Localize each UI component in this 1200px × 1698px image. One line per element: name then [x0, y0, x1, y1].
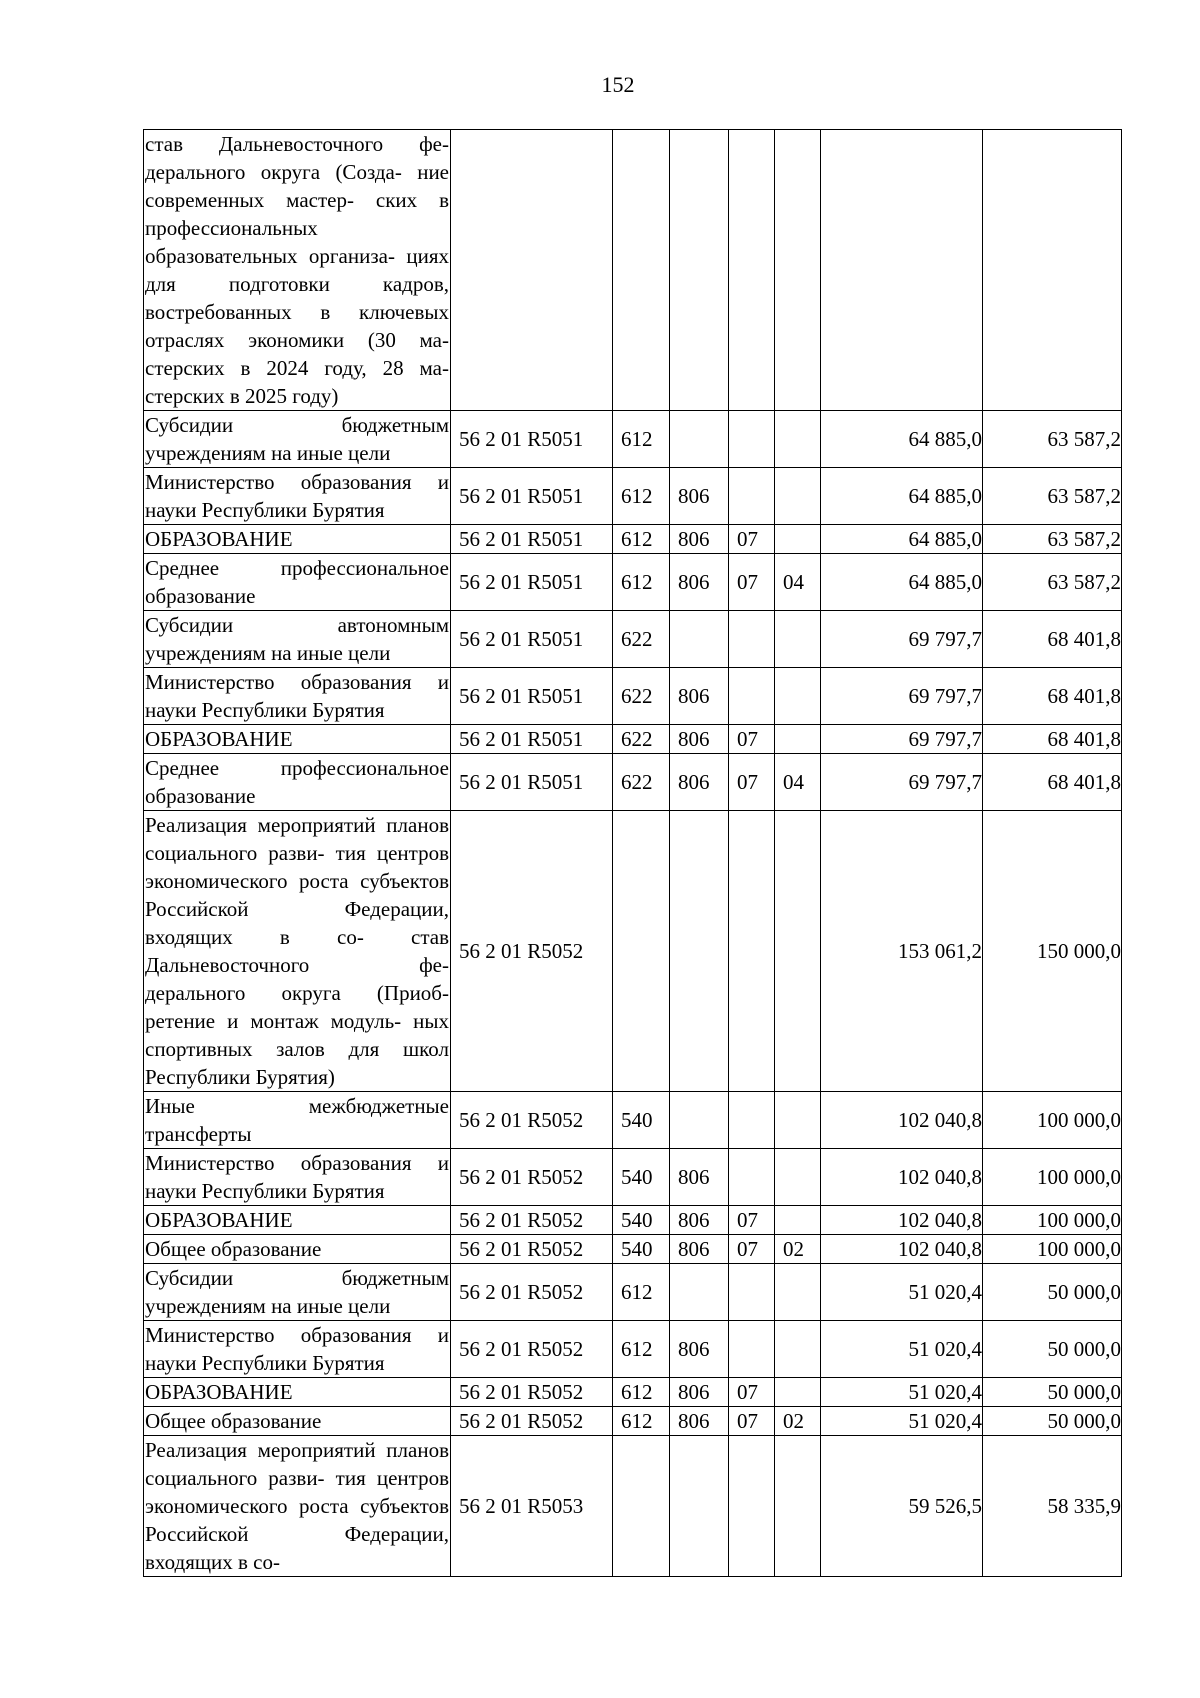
section-code: 07: [737, 1380, 758, 1404]
section-code: 07: [737, 570, 758, 594]
amount-2025: 68 401,8: [1047, 627, 1121, 651]
section-code-cell: [729, 1149, 775, 1206]
amount-2025-cell: [983, 1235, 1122, 1264]
subsection-code-cell: [775, 668, 821, 725]
expense-type-code: 612: [621, 484, 653, 508]
amount-2024: 69 797,7: [908, 727, 982, 751]
row-name-cell: [144, 754, 451, 811]
table-row: [144, 1378, 1122, 1407]
table-row: [144, 1206, 1122, 1235]
amount-2025-cell: [983, 811, 1122, 1092]
amount-2024: 64 885,0: [908, 527, 982, 551]
target-article-code: 56 2 01 R5051: [459, 627, 584, 651]
amount-2025: 150 000,0: [1037, 939, 1121, 963]
ministry-code-cell: [670, 754, 729, 811]
target-article-code-cell: [451, 1092, 613, 1149]
ministry-code-cell: [670, 411, 729, 468]
section-code-cell: [729, 1407, 775, 1436]
subsection-code-cell: [775, 811, 821, 1092]
expense-type-code-cell: [613, 1321, 670, 1378]
expense-type-code-cell: [613, 1235, 670, 1264]
ministry-code-cell: [670, 668, 729, 725]
ministry-code-cell: [670, 1378, 729, 1407]
row-name: Среднее профессиональное образование: [145, 756, 449, 808]
row-name: Субсидии бюджетным учреждениям на иные цели: [145, 1266, 449, 1318]
section-code-cell: [729, 725, 775, 754]
table-row: [144, 1235, 1122, 1264]
amount-2025-cell: [983, 754, 1122, 811]
amount-2025-cell: [983, 1092, 1122, 1149]
page-number: 152: [601, 72, 635, 97]
expense-type-code-cell: [613, 725, 670, 754]
subsection-code-cell: [775, 1436, 821, 1577]
ministry-code-cell: [670, 1149, 729, 1206]
amount-2024: 51 020,4: [908, 1337, 982, 1361]
expense-type-code: 612: [621, 527, 653, 551]
amount-2024: 102 040,8: [898, 1108, 982, 1132]
target-article-code-cell: [451, 554, 613, 611]
target-article-code-cell: [451, 525, 613, 554]
expense-type-code-cell: [613, 1092, 670, 1149]
amount-2025-cell: [983, 1149, 1122, 1206]
table-row: [144, 525, 1122, 554]
row-name-cell: [144, 811, 451, 1092]
amount-2025-cell: [983, 1321, 1122, 1378]
section-code: 07: [737, 727, 758, 751]
table-row: [144, 554, 1122, 611]
table-row: [144, 468, 1122, 525]
subsection-code-cell: [775, 611, 821, 668]
subsection-code-cell: [775, 754, 821, 811]
section-code-cell: [729, 1321, 775, 1378]
table-row: [144, 1436, 1122, 1577]
amount-2024-cell: [821, 525, 983, 554]
target-article-code-cell: [451, 1407, 613, 1436]
row-name: Министерство образования и науки Республики Бурятия: [145, 670, 449, 722]
amount-2025-cell: [983, 1264, 1122, 1321]
table-row: [144, 130, 1122, 411]
ministry-code: 806: [678, 1380, 710, 1404]
expense-type-code: 622: [621, 627, 653, 651]
target-article-code: 56 2 01 R5052: [459, 939, 584, 963]
target-article-code: 56 2 01 R5052: [459, 1380, 584, 1404]
amount-2025-cell: [983, 411, 1122, 468]
subsection-code-cell: [775, 1235, 821, 1264]
ministry-code: 806: [678, 1208, 710, 1232]
ministry-code-cell: [670, 130, 729, 411]
target-article-code-cell: [451, 1235, 613, 1264]
expense-type-code-cell: [613, 130, 670, 411]
amount-2025-cell: [983, 1378, 1122, 1407]
ministry-code-cell: [670, 1235, 729, 1264]
ministry-code: 806: [678, 1165, 710, 1189]
expense-type-code-cell: [613, 1407, 670, 1436]
expense-type-code: 540: [621, 1237, 653, 1261]
expense-type-code: 612: [621, 570, 653, 594]
ministry-code-cell: [670, 611, 729, 668]
amount-2025-cell: [983, 725, 1122, 754]
subsection-code-cell: [775, 1407, 821, 1436]
section-code-cell: [729, 1092, 775, 1149]
subsection-code-cell: [775, 1092, 821, 1149]
row-name-cell: [144, 1378, 451, 1407]
expense-type-code-cell: [613, 525, 670, 554]
expense-type-code-cell: [613, 1378, 670, 1407]
section-code: 07: [737, 527, 758, 551]
target-article-code-cell: [451, 411, 613, 468]
target-article-code-cell: [451, 1321, 613, 1378]
row-name-cell: [144, 411, 451, 468]
ministry-code: 806: [678, 527, 710, 551]
amount-2025: 63 587,2: [1047, 570, 1121, 594]
expense-type-code-cell: [613, 1206, 670, 1235]
target-article-code: 56 2 01 R5052: [459, 1280, 584, 1304]
table-row: [144, 1321, 1122, 1378]
amount-2025-cell: [983, 1436, 1122, 1577]
subsection-code: 04: [783, 770, 804, 794]
row-name: Реализация мероприятий планов социального разви- тия центров экономического роста субъектов Российской Федерации, входящих в со- став Дальневосточного фе- дерального округа (Приоб- ретение и монтаж модуль- ных спортивных залов для школ Республики Бурятия): [145, 813, 449, 1089]
amount-2024-cell: [821, 1407, 983, 1436]
section-code-cell: [729, 130, 775, 411]
ministry-code-cell: [670, 811, 729, 1092]
expense-type-code-cell: [613, 1436, 670, 1577]
target-article-code-cell: [451, 1264, 613, 1321]
subsection-code-cell: [775, 130, 821, 411]
expense-type-code-cell: [613, 554, 670, 611]
ministry-code-cell: [670, 468, 729, 525]
row-name: Министерство образования и науки Республики Бурятия: [145, 1151, 449, 1203]
expense-type-code: 622: [621, 727, 653, 751]
amount-2024-cell: [821, 554, 983, 611]
ministry-code-cell: [670, 1264, 729, 1321]
section-code-cell: [729, 525, 775, 554]
section-code-cell: [729, 811, 775, 1092]
ministry-code-cell: [670, 525, 729, 554]
row-name: Министерство образования и науки Республики Бурятия: [145, 1323, 449, 1375]
section-code-cell: [729, 611, 775, 668]
table-row: [144, 611, 1122, 668]
row-name-cell: [144, 1264, 451, 1321]
target-article-code: 56 2 01 R5051: [459, 770, 584, 794]
target-article-code: 56 2 01 R5052: [459, 1108, 584, 1132]
row-name-cell: [144, 468, 451, 525]
amount-2024: 69 797,7: [908, 770, 982, 794]
row-name-cell: [144, 130, 451, 411]
target-article-code-cell: [451, 754, 613, 811]
expense-type-code: 612: [621, 427, 653, 451]
section-code-cell: [729, 1264, 775, 1321]
amount-2025: 63 587,2: [1047, 427, 1121, 451]
amount-2024: 102 040,8: [898, 1208, 982, 1232]
target-article-code-cell: [451, 725, 613, 754]
amount-2024-cell: [821, 1092, 983, 1149]
amount-2024-cell: [821, 130, 983, 411]
ministry-code: 806: [678, 1409, 710, 1433]
amount-2025-cell: [983, 468, 1122, 525]
expense-type-code: 540: [621, 1165, 653, 1189]
expense-type-code-cell: [613, 668, 670, 725]
subsection-code: 02: [783, 1237, 804, 1261]
ministry-code-cell: [670, 1092, 729, 1149]
target-article-code-cell: [451, 668, 613, 725]
amount-2024-cell: [821, 1235, 983, 1264]
table-row: [144, 1149, 1122, 1206]
amount-2024-cell: [821, 1149, 983, 1206]
row-name: Субсидии автономным учреждениям на иные цели: [145, 613, 449, 665]
amount-2025-cell: [983, 611, 1122, 668]
amount-2024-cell: [821, 811, 983, 1092]
amount-2024-cell: [821, 468, 983, 525]
amount-2025-cell: [983, 130, 1122, 411]
section-code: 07: [737, 1237, 758, 1261]
row-name-cell: [144, 1149, 451, 1206]
amount-2025: 68 401,8: [1047, 770, 1121, 794]
table-row: [144, 811, 1122, 1092]
expense-type-code: 622: [621, 684, 653, 708]
row-name: став Дальневосточного фе- дерального округа (Созда- ние современных мастер- ских в профессиональных образовательных организа- циях для подготовки кадров, востребованных в ключевых отраслях экономики (30 ма- стерских в 2024 году, 28 ма- стерских в 2025 году): [145, 132, 449, 408]
target-article-code-cell: [451, 1206, 613, 1235]
row-name-cell: [144, 725, 451, 754]
amount-2024-cell: [821, 1378, 983, 1407]
subsection-code-cell: [775, 468, 821, 525]
ministry-code-cell: [670, 554, 729, 611]
table-row: [144, 668, 1122, 725]
ministry-code-cell: [670, 725, 729, 754]
amount-2024-cell: [821, 1436, 983, 1577]
row-name-cell: [144, 668, 451, 725]
table-row: [144, 411, 1122, 468]
budget-table: [143, 129, 1122, 1577]
amount-2024-cell: [821, 754, 983, 811]
amount-2024-cell: [821, 411, 983, 468]
amount-2024: 69 797,7: [908, 627, 982, 651]
amount-2025: 100 000,0: [1037, 1208, 1121, 1232]
amount-2025: 50 000,0: [1047, 1409, 1121, 1433]
subsection-code-cell: [775, 1378, 821, 1407]
section-code: 07: [737, 1409, 758, 1433]
amount-2024-cell: [821, 611, 983, 668]
amount-2024: 64 885,0: [908, 570, 982, 594]
amount-2025: 63 587,2: [1047, 527, 1121, 551]
expense-type-code: 612: [621, 1337, 653, 1361]
target-article-code-cell: [451, 611, 613, 668]
target-article-code-cell: [451, 1149, 613, 1206]
expense-type-code-cell: [613, 611, 670, 668]
target-article-code: 56 2 01 R5051: [459, 527, 584, 551]
row-name: ОБРАЗОВАНИЕ: [145, 1208, 293, 1232]
expense-type-code-cell: [613, 811, 670, 1092]
target-article-code: 56 2 01 R5052: [459, 1409, 584, 1433]
amount-2025-cell: [983, 668, 1122, 725]
row-name-cell: [144, 611, 451, 668]
amount-2025-cell: [983, 554, 1122, 611]
row-name: Общее образование: [145, 1237, 322, 1261]
row-name-cell: [144, 1436, 451, 1577]
amount-2024-cell: [821, 1321, 983, 1378]
amount-2025: 50 000,0: [1047, 1337, 1121, 1361]
row-name: ОБРАЗОВАНИЕ: [145, 727, 293, 751]
subsection-code-cell: [775, 525, 821, 554]
ministry-code-cell: [670, 1321, 729, 1378]
amount-2024-cell: [821, 725, 983, 754]
amount-2025-cell: [983, 525, 1122, 554]
amount-2025: 50 000,0: [1047, 1380, 1121, 1404]
amount-2025: 63 587,2: [1047, 484, 1121, 508]
section-code-cell: [729, 1206, 775, 1235]
target-article-code-cell: [451, 811, 613, 1092]
section-code-cell: [729, 554, 775, 611]
amount-2024: 51 020,4: [908, 1280, 982, 1304]
target-article-code: 56 2 01 R5051: [459, 427, 584, 451]
subsection-code-cell: [775, 1206, 821, 1235]
section-code-cell: [729, 754, 775, 811]
amount-2024: 69 797,7: [908, 684, 982, 708]
amount-2024-cell: [821, 1264, 983, 1321]
table-row: [144, 1264, 1122, 1321]
subsection-code-cell: [775, 554, 821, 611]
amount-2025: 68 401,8: [1047, 727, 1121, 751]
ministry-code: 806: [678, 684, 710, 708]
amount-2024-cell: [821, 1206, 983, 1235]
section-code-cell: [729, 1436, 775, 1577]
row-name: Субсидии бюджетным учреждениям на иные цели: [145, 413, 449, 465]
subsection-code: 04: [783, 570, 804, 594]
amount-2024: 51 020,4: [908, 1380, 982, 1404]
expense-type-code: 612: [621, 1380, 653, 1404]
expense-type-code-cell: [613, 468, 670, 525]
section-code-cell: [729, 1235, 775, 1264]
table-row: [144, 1092, 1122, 1149]
section-code-cell: [729, 468, 775, 525]
subsection-code-cell: [775, 1264, 821, 1321]
row-name: Министерство образования и науки Республики Бурятия: [145, 470, 449, 522]
expense-type-code: 540: [621, 1108, 653, 1132]
amount-2024: 51 020,4: [908, 1409, 982, 1433]
row-name-cell: [144, 554, 451, 611]
expense-type-code-cell: [613, 411, 670, 468]
target-article-code: 56 2 01 R5051: [459, 727, 584, 751]
ministry-code-cell: [670, 1206, 729, 1235]
amount-2024: 102 040,8: [898, 1237, 982, 1261]
amount-2024-cell: [821, 668, 983, 725]
target-article-code: 56 2 01 R5052: [459, 1165, 584, 1189]
ministry-code: 806: [678, 727, 710, 751]
ministry-code: 806: [678, 770, 710, 794]
amount-2025: 50 000,0: [1047, 1280, 1121, 1304]
section-code: 07: [737, 1208, 758, 1232]
ministry-code: 806: [678, 1237, 710, 1261]
subsection-code-cell: [775, 725, 821, 754]
amount-2025: 100 000,0: [1037, 1165, 1121, 1189]
row-name: ОБРАЗОВАНИЕ: [145, 527, 293, 551]
target-article-code-cell: [451, 1378, 613, 1407]
amount-2025: 68 401,8: [1047, 684, 1121, 708]
amount-2025: 58 335,9: [1047, 1494, 1121, 1518]
ministry-code-cell: [670, 1407, 729, 1436]
row-name: Среднее профессиональное образование: [145, 556, 449, 608]
amount-2025: 100 000,0: [1037, 1237, 1121, 1261]
target-article-code-cell: [451, 1436, 613, 1577]
ministry-code: 806: [678, 484, 710, 508]
amount-2025-cell: [983, 1206, 1122, 1235]
row-name-cell: [144, 1407, 451, 1436]
row-name-cell: [144, 1235, 451, 1264]
ministry-code-cell: [670, 1436, 729, 1577]
row-name: ОБРАЗОВАНИЕ: [145, 1380, 293, 1404]
amount-2024: 102 040,8: [898, 1165, 982, 1189]
table-row: [144, 725, 1122, 754]
target-article-code: 56 2 01 R5052: [459, 1237, 584, 1261]
ministry-code: 806: [678, 1337, 710, 1361]
section-code-cell: [729, 668, 775, 725]
target-article-code: 56 2 01 R5051: [459, 484, 584, 508]
row-name-cell: [144, 525, 451, 554]
subsection-code-cell: [775, 411, 821, 468]
expense-type-code: 612: [621, 1280, 653, 1304]
table-row: [144, 754, 1122, 811]
row-name-cell: [144, 1321, 451, 1378]
amount-2024: 64 885,0: [908, 484, 982, 508]
target-article-code-cell: [451, 130, 613, 411]
expense-type-code-cell: [613, 1149, 670, 1206]
target-article-code-cell: [451, 468, 613, 525]
subsection-code-cell: [775, 1149, 821, 1206]
target-article-code: 56 2 01 R5052: [459, 1337, 584, 1361]
amount-2025: 100 000,0: [1037, 1108, 1121, 1132]
expense-type-code-cell: [613, 754, 670, 811]
target-article-code: 56 2 01 R5051: [459, 570, 584, 594]
expense-type-code: 540: [621, 1208, 653, 1232]
row-name-cell: [144, 1092, 451, 1149]
row-name-cell: [144, 1206, 451, 1235]
row-name: Реализация мероприятий планов социального разви- тия центров экономического роста субъектов Российской Федерации, входящих в со-: [145, 1438, 449, 1574]
subsection-code: 02: [783, 1409, 804, 1433]
target-article-code: 56 2 01 R5052: [459, 1208, 584, 1232]
row-name: Общее образование: [145, 1409, 322, 1433]
section-code-cell: [729, 1378, 775, 1407]
row-name: Иные межбюджетные трансферты: [145, 1094, 449, 1146]
expense-type-code-cell: [613, 1264, 670, 1321]
subsection-code-cell: [775, 1321, 821, 1378]
expense-type-code: 612: [621, 1409, 653, 1433]
target-article-code: 56 2 01 R5053: [459, 1494, 584, 1518]
target-article-code: 56 2 01 R5051: [459, 684, 584, 708]
amount-2024: 153 061,2: [898, 939, 982, 963]
amount-2025-cell: [983, 1407, 1122, 1436]
ministry-code: 806: [678, 570, 710, 594]
budget-table-body: [144, 130, 1122, 1577]
amount-2024: 59 526,5: [908, 1494, 982, 1518]
amount-2024: 64 885,0: [908, 427, 982, 451]
section-code-cell: [729, 411, 775, 468]
expense-type-code: 622: [621, 770, 653, 794]
table-row: [144, 1407, 1122, 1436]
section-code: 07: [737, 770, 758, 794]
